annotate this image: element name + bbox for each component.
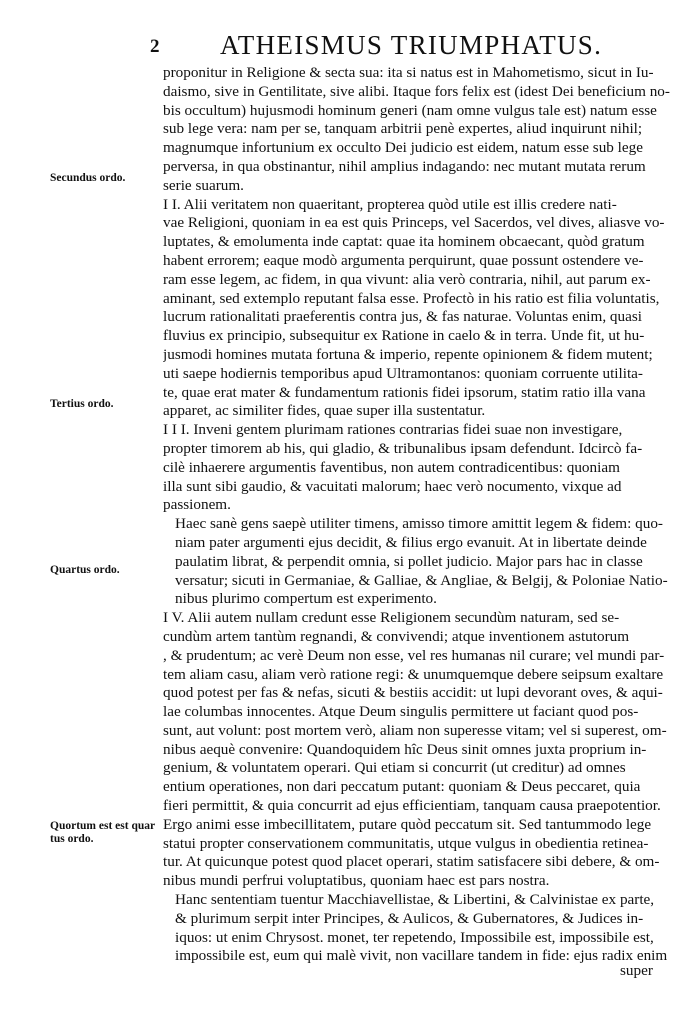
page-number: 2: [150, 36, 160, 57]
text-line: apparet, ac similiter fides, quae super illa sustentatur.: [163, 402, 486, 420]
text-line: uti saepe hodiernis temporibus apud Ultramontanos: quoniam corruente utilita-: [163, 364, 643, 382]
text-line: iquos: ut enim Chrysost. monet, ter repetendo, Impossibile est, impossibile est,: [175, 928, 654, 946]
text-line: daismo, sive in Gentilitate, sive alibi. Itaque fors felix est (idest Dei beneficium no-: [163, 82, 670, 100]
text-line: habent errorem; eaque modò argumenta perquirunt, quae possunt ostendere ve-: [163, 251, 644, 269]
margin-note-quartus: Quartus ordo.: [50, 564, 120, 576]
text-line: ram esse legem, ac fidem, in qua vivunt: alia verò contraria, nihil, aut parum ex-: [163, 270, 651, 288]
text-line: genium, & voluntatem operari. Qui etiam si concurrit (ut creditur) ad omnes: [163, 759, 626, 777]
text-line: tem aliam casu, aliam verò ratione regi: & unumquemque debere seipsum exaltare: [163, 665, 664, 683]
text-line: te, quae erat mater & fundamentum rationis fidei ipsorum, statim ratio illa vana: [163, 383, 646, 401]
text-line: cilè inhaerere argumentis faventibus, non autem contradicentibus: quoniam: [163, 458, 620, 476]
text-line: vae Religioni, quoniam in ea est quis Princeps, vel Sacerdos, vel dives, aliasve vo-: [163, 214, 665, 232]
text-line: statui propter conservationem communitatis, utque vulgus in obedientia retinea-: [163, 834, 649, 852]
paragraph-quartus-ordo: [163, 609, 673, 891]
text-line: perversa, in qua obstinantur, nihil amplius indagando: nec mutant mutata rerum: [163, 157, 646, 175]
text-line: nibus aequè convenire: Quandoquidem hîc Deus sinit omnes juxta proprium in-: [163, 740, 647, 758]
running-title: ATHEISMUS TRIUMPHATUS.: [220, 30, 603, 60]
margin-note-tertius: Tertius ordo.: [50, 398, 114, 410]
paragraph-hanc-sententiam: [163, 891, 673, 966]
margin-note-quintus: Quortum est est quar tus ordo.: [50, 820, 155, 845]
text-line: fieri permittit, & quia concurrit ad ejus efficientiam, tanquam causa praepotentior.: [163, 797, 661, 815]
text-line: sunt, aut volunt: post mortem verò, aliam non superesse vitam; vel si superest, om-: [163, 721, 667, 739]
text-line: magnumque infortunium ex occulto Dei judicio est eidem, natum esse sub lege: [163, 139, 643, 157]
text-line: niam pater argumenti ejus decidit, & filius ergo evanuit. At in libertate deinde: [175, 533, 647, 551]
text-line: propter timorem ab his, qui gladio, & tribunalibus ipsam defendunt. Idcircò fa-: [163, 439, 643, 457]
text-line: , & prudentum; ac verè Deum non esse, vel res humanas nil curare; vel mundi par-: [163, 646, 665, 664]
text-line: I I I. Inveni gentem plurimam rationes contrarias fidei suae non investigare,: [163, 421, 623, 439]
text-line: I V. Alii autem nullam credunt esse Religionem secundùm naturam, sed se-: [163, 609, 620, 627]
paragraph-secundus-ordo: [163, 196, 673, 422]
text-line: jusmodi homines mutata fortuna & imperio, repente opinionem & fidem mutent;: [163, 345, 653, 363]
text-line: entium operationes, non dari peccatum putant: quoniam & Deus peccaret, quia: [163, 778, 641, 796]
catchword: super: [620, 962, 653, 979]
body-text: [163, 64, 673, 966]
text-line: lae columbas innocentes. Atque Deum singulis permittere ut faciant quod pos-: [163, 703, 639, 721]
text-line: proponitur in Religione & secta sua: ita si natus est in Mahometismo, sicut in Iu-: [163, 64, 654, 81]
text-line: versatur; sicuti in Germaniae, & Galliae, & Angliae, & Belgij, & Poloniae Natio-: [175, 571, 668, 589]
paragraph-continuation: [163, 64, 673, 196]
text-line: nibus mundi perfrui voluptatibus, quoniam haec est pars nostra.: [163, 872, 550, 890]
text-line: nibus plurimo compertum est experimento.: [175, 590, 437, 608]
page-header: [150, 30, 670, 60]
paragraph-tertius-ordo: [163, 421, 673, 515]
text-line: Haec sanè gens saepè utiliter timens, amisso timore amittit legem & fidem: quo-: [175, 515, 663, 533]
text-line: & plurimum serpit inter Principes, & Aulicos, & Gubernatores, & Judices in-: [175, 909, 644, 927]
text-line: lucrum rationalitati praeferentis contra jus, & fas naturae. Voluntas enim, quasi: [163, 308, 642, 326]
text-line: luptates, & emolumenta inde captat: quae ita hominem obcaecant, quòd gratum: [163, 233, 645, 251]
text-line: tur. At quicunque potest quod placet operari, statim satisfacere sibi debere, & om-: [163, 853, 660, 871]
text-line: fluvius ex principio, subsequitur ex Ratione in caelo & in terra. Unde fit, ut hu-: [163, 327, 645, 345]
text-line: I I. Alii veritatem non quaeritant, propterea quòd utile est illis credere nati-: [163, 195, 617, 213]
text-line: sub lege vera: nam per se, tanquam arbitrii penè expertes, aliud inquirunt nihil;: [163, 120, 643, 138]
text-line: quod potest per fas & nefas, sicuti & bestiis accidit: ut lupi devorant oves, & aqui-: [163, 684, 663, 702]
text-line: Ergo animi esse imbecillitatem, putare quòd peccatum sit. Sed tantummodo lege: [163, 815, 652, 833]
text-line: paulatim librat, & perpendit omnia, si pollet judicio. Major pars hac in classe: [175, 552, 643, 570]
text-line: illa sunt sibi gaudio, & vacuitati malorum; haec verò nocumento, vixque ad: [163, 477, 622, 495]
text-line: cundùm artem tantùm regnandi, & convivendi; atque inventionem astutorum: [163, 627, 630, 645]
text-line: bis occultum) hujusmodi hominum generi (nam omne vulgus tale est) natum esse: [163, 101, 657, 119]
text-line: serie suarum.: [163, 176, 244, 194]
margin-note-secundus: Secundus ordo.: [50, 172, 126, 184]
paragraph-haec-sane: [163, 515, 673, 609]
text-line: Hanc sententiam tuentur Macchiavellistae, & Libertini, & Calvinistae ex parte,: [175, 891, 655, 909]
text-line: passionem.: [163, 496, 231, 514]
text-line: aminant, sed extemplo reputant falsa esse. Profectò in his ratio est filia voluntatis,: [163, 289, 660, 307]
text-line: impossibile est, eum qui malè vivit, non vacillare tandem in fide: ejus radix enim: [175, 947, 668, 965]
